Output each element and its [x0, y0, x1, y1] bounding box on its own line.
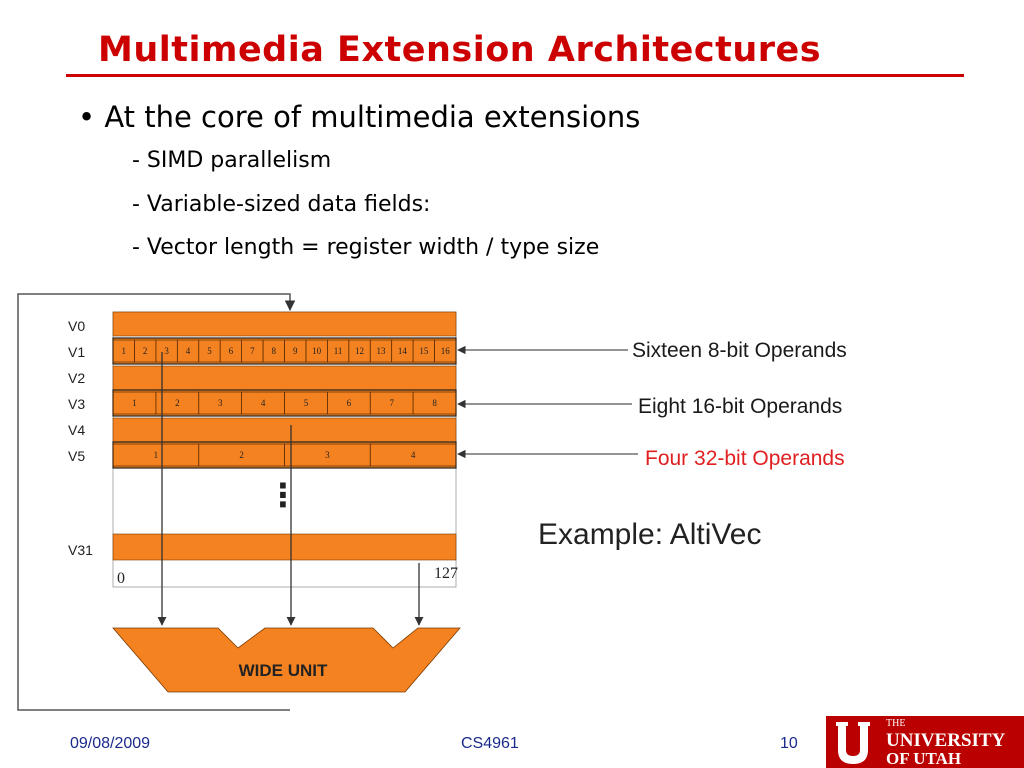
v1-cell-label: 16: [440, 346, 450, 356]
subpoint-simd: - SIMD parallelism: [132, 148, 332, 173]
v5-cell-label: 3: [325, 450, 330, 460]
title-underline: [66, 74, 964, 77]
v5-cell-label: 1: [153, 450, 159, 460]
v1-cell-label: 10: [312, 346, 322, 356]
v1-cell-label: 3: [164, 346, 169, 356]
register-label-v31: V31: [68, 542, 93, 558]
v3-cell-label: 3: [217, 398, 223, 408]
register-label-v5: V5: [68, 448, 86, 464]
v1-cell-label: 14: [397, 346, 407, 356]
register-label-v3: V3: [68, 396, 86, 412]
v3-cell-label: 7: [389, 398, 394, 408]
bit-index-start: 0: [117, 570, 125, 587]
main-bullet: • At the core of multimedia extensions: [78, 100, 641, 134]
logo-line-university: UNIVERSITY: [886, 730, 1006, 751]
register-ellipsis: ⋮: [267, 476, 299, 514]
footer-page-number: 10: [780, 735, 798, 752]
footer-course: CS4961: [461, 735, 519, 752]
v1-cell-label: 15: [419, 346, 429, 356]
register-v31: [113, 534, 456, 560]
v1-cell-label: 1: [121, 346, 126, 356]
slide-title: Multimedia Extension Architectures: [98, 30, 822, 70]
v3-cell-label: 5: [303, 398, 309, 408]
wide-unit: [113, 628, 460, 692]
v1-cell-label: 7: [250, 346, 255, 356]
simd-register-diagram: [0, 280, 1024, 720]
logo-line-the: THE: [886, 718, 906, 729]
wide-unit-label: WIDE UNIT: [238, 661, 328, 680]
register-label-v2: V2: [68, 370, 86, 386]
v1-cell-label: 8: [271, 346, 277, 356]
logo-line-of-utah: OF UTAH: [886, 749, 962, 768]
v1-cell-label: 6: [228, 346, 234, 356]
bit-index-end: 127: [434, 565, 458, 582]
v1-cell-label: 4: [185, 346, 191, 356]
v1-cell-label: 5: [207, 346, 212, 356]
register-v4: [113, 418, 456, 442]
subpoint-vector-length: - Vector length = register width / type size: [132, 235, 600, 260]
operand-label-16bit: Eight 16-bit Operands: [638, 395, 843, 418]
university-logo: [826, 716, 1024, 768]
operand-label-32bit: Four 32-bit Operands: [645, 447, 845, 470]
register-v2: [113, 366, 456, 390]
v1-cell-label: 11: [333, 346, 343, 356]
v3-cell-label: 6: [346, 398, 352, 408]
v1-cell-label: 2: [142, 346, 148, 356]
v3-cell-label: 4: [260, 398, 266, 408]
v1-cell-label: 13: [376, 346, 386, 356]
v3-cell-label: 8: [432, 398, 437, 408]
v1-cell-label: 12: [355, 346, 365, 356]
register-label-v1: V1: [68, 344, 86, 360]
register-v0: [113, 312, 456, 336]
register-label-v0: V0: [68, 318, 86, 334]
block-u-icon: [836, 722, 870, 764]
example-altivec: Example: AltiVec: [538, 518, 762, 551]
footer-date: 09/08/2009: [70, 735, 151, 752]
v3-cell-label: 2: [175, 398, 180, 408]
v5-cell-label: 2: [239, 450, 244, 460]
v5-cell-label: 4: [410, 450, 416, 460]
subpoint-variable-fields: - Variable-sized data fields:: [132, 192, 431, 217]
v3-cell-label: 1: [132, 398, 137, 408]
register-label-v4: V4: [68, 422, 86, 438]
operand-label-8bit: Sixteen 8-bit Operands: [632, 339, 847, 362]
v1-cell-label: 9: [292, 346, 298, 356]
